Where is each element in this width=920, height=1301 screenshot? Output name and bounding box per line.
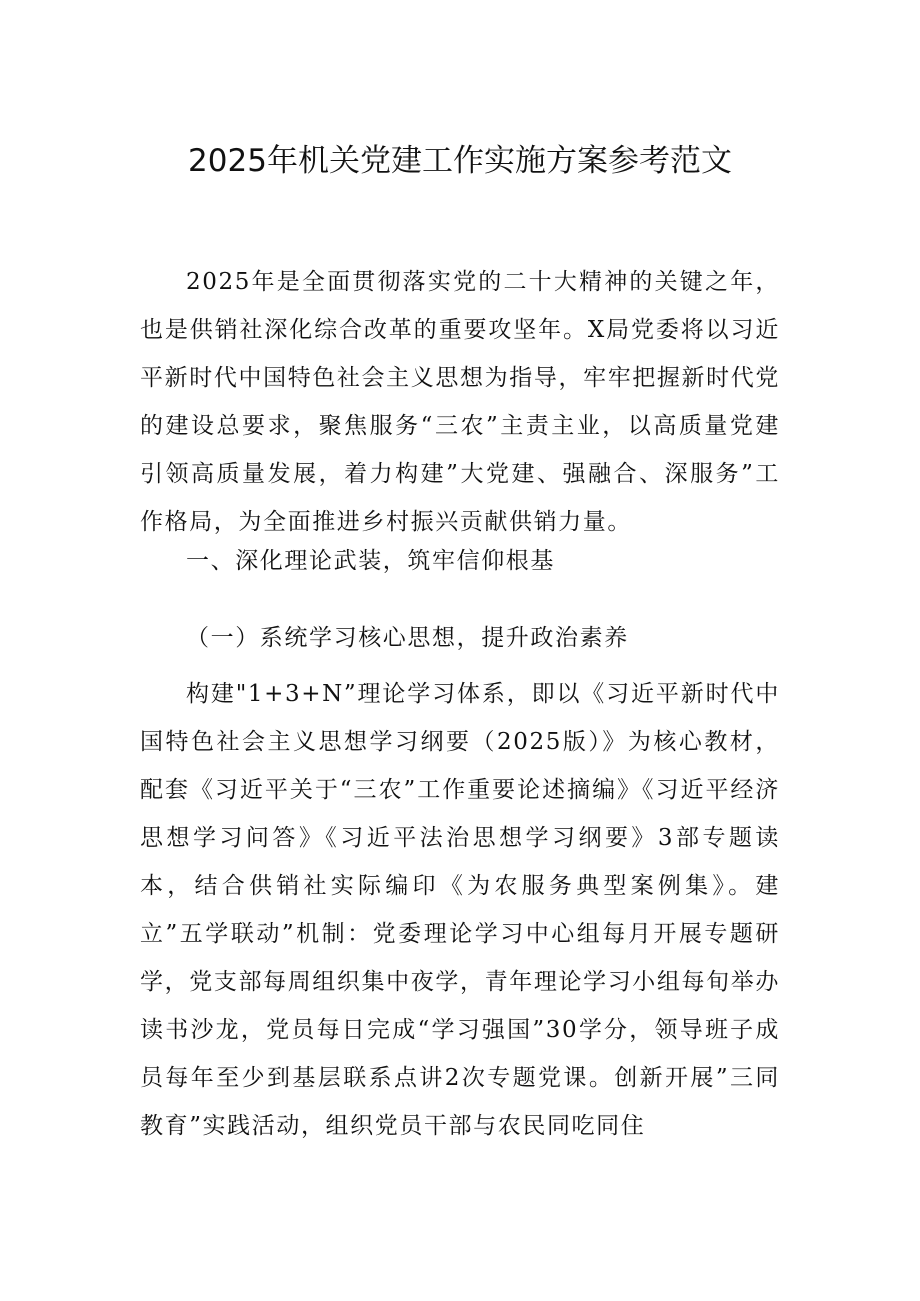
intro-paragraph: 2025年是全面贯彻落实党的二十大精神的关键之年，也是供销社深化综合改革的重要攻坚年。X局党委将以习近平新时代中国特色社会主义思想为指导，牢牢把握新时代党的建设总要求，聚焦服务“三农”主责主业，以高质量党建引领高质量发展，着力构建”大党建、强融合、深服务”工作格局，为全面推进乡村振兴贡献供销力量。 [140,269,780,535]
subsection-heading: （一）系统学习核心思想，提升政治素养 [186,625,629,651]
section-heading: 一、深化理论武装，筑牢信仰根基 [186,548,555,574]
body-paragraph: 构建"1+3+N”理论学习体系，即以《习近平新时代中国特色社会主义思想学习纲要（2025版）》为核心教材，配套《习近平关于“三农”工作重要论述摘编》《习近平经济思想学习问答》《习近平法治思想学习纲要》3部专题读本，结合供销社实际编印《为农服务典型案例集》。建立”五学联动”机制：党委理论学习中心组每月开展专题研学，党支部每周组织集中夜学，青年理论学习小组每旬举办读书沙龙，党员每日完成“学习强国”30学分，领导班子成员每年至少到基层联系点讲2次专题党课。创新开展”三同教育”实践活动，组织党员干部与农民同吃同住 [140,681,780,1139]
document-title: 2025年机关党建工作实施方案参考范文 [188,143,732,179]
